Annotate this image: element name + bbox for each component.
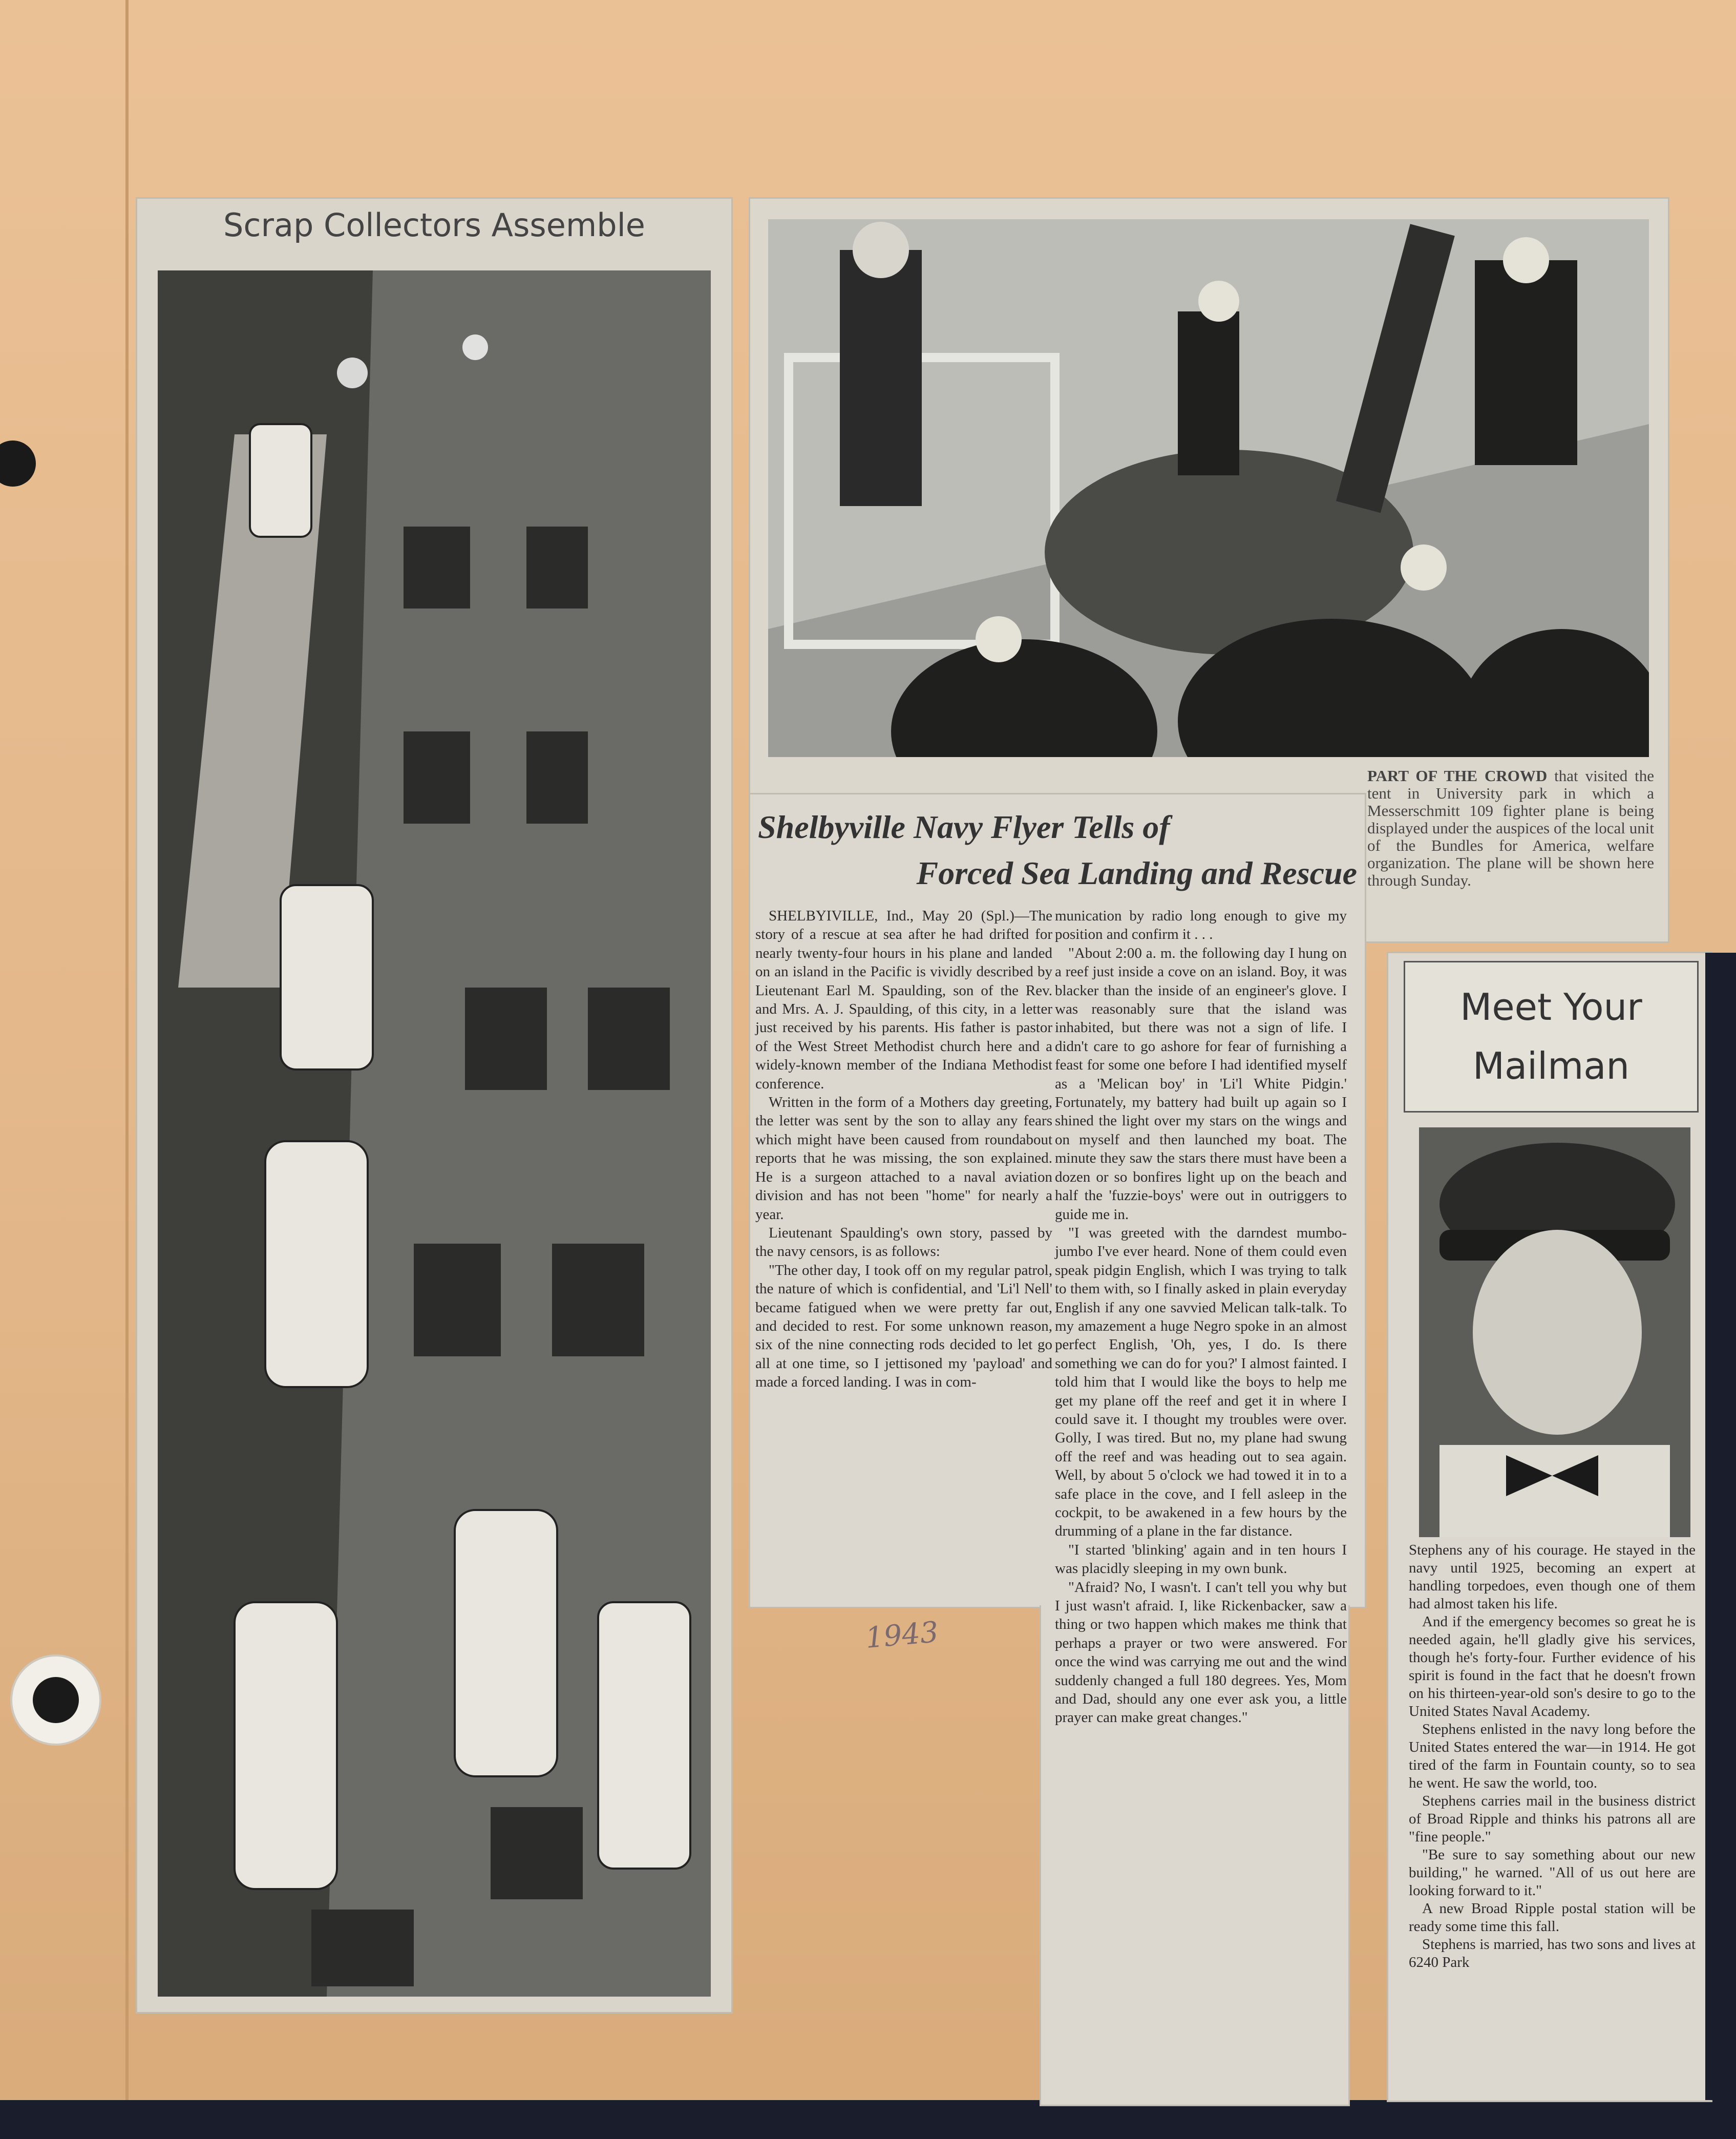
article-paragraph: "About 2:00 a. m. the following day I hung on a reef just inside a cove on an island. Boy, it was blacker than the inside of an engineer's glove. I was reasonably sure that the island was inhabited, but there was not a sign of life. I didn't care to go ashore for fear of furnishing a feast for some one before I had identified myself as a 'Melican boy' in 'Li'l White Pidgin.' Fortunately, my battery had built up again so I shined the light over my stars on the wings and on myself and then launched my boat. The minute they saw the stars there must have been a dozen or so bonfires light up on the beach and half the 'fuzzie-boys' were out in outriggers to guide me in. [1055,945,1347,1223]
article-paragraph: Written in the form of a Mothers day greeting, the letter was sent by the son to allay any fears which might have been caused from roundabout reports that he was missing, the son explained. He is a surgeon attached to a naval aviation division and has not been "home" for nearly a year. [755,1094,1052,1223]
article-headline [758,804,1357,896]
caption-text: that visited the tent in University park in which a Messerschmitt 109 fighter plane is being displayed under the auspices of the local unit of the Bundles for America, welfare organization. The plane will be shown here through Sunday. [1367,767,1655,889]
mailman-clipping [1387,952,1712,2102]
headline-line-2: Mailman [1472,1044,1630,1087]
article-paragraph: Lieutenant Spaulding's own story, passed by the navy censors, is as follows: [755,1224,1052,1260]
article-column-1 [755,907,1052,1392]
scrap-collectors-clipping [136,197,733,2014]
trucks-photo [158,270,711,1997]
binder-hole [0,441,36,487]
article-paragraph: Stephens is married, has two sons and lives at 6240 Park [1409,1936,1696,1970]
headline-line-1: Shelbyville Navy Flyer Tells of [758,809,1170,845]
article-paragraph: Stephens carries mail in the business district of Broad Ripple and thinks his patrons all are "fine people." [1409,1793,1696,1845]
article-paragraph: "Be sure to say something about our new building," he warned. "All of us out here are looking forward to it." [1409,1847,1696,1899]
headline-line-2: Forced Sea Landing and Rescue [916,855,1357,891]
article-column-2 [1055,907,1347,1727]
article-paragraph: A new Broad Ripple postal station will be ready some time this fall. [1409,1900,1696,1935]
article-paragraph: SHELBYIVILLE, Ind., May 20 (Spl.)—The story of a rescue at sea after he had drifted for nearly twenty-four hours in his plane and landed on an island in the Pacific is vividly described by Lieutenant Earl M. Spaulding, son of the Rev. and Mrs. A. J. Spaulding, of this city, in a letter just received by his parents. His father is pastor of the West Street Methodist church here and a widely-known member of the Indiana Methodist conference. [755,908,1052,1092]
article-paragraph: "Afraid? No, I wasn't. I can't tell you why but I just wasn't afraid. I, like Rickenbacker, saw a thing or two happen which makes me think that perhaps a prayer or two were answered. For once the wind was carrying me out and the wind suddenly changed a full 180 degrees. Yes, Mom and Dad, should any one ever ask you, a little prayer can make great changes." [1055,1579,1347,1726]
article-paragraph: "I started 'blinking' again and in ten hours I was placidly sleeping in my own bunk. [1055,1541,1347,1577]
mailman-article-body [1409,1541,1696,1972]
article-paragraph: Stephens any of his courage. He stayed in the navy until 1925, becoming an expert at handling torpedoes, even though one of them had almost taken his life. [1409,1542,1696,1612]
crowd-photo [768,219,1649,757]
article-paragraph: And if the emergency becomes so great he is needed again, he'll gladly give his services, though he's forty-four. Further evidence of his spirit is found in the fact that he doesn't frown on his thirteen-year-old son's desire to go to the United States Naval Academy. [1409,1613,1696,1719]
article-paragraph: "The other day, I took off on my regular patrol, the nature of which is confidential, and 'Li'l Nell' became fatigued when we were pretty far out, and decided to rest. For some unknown reason, six of the nine connecting rods decided to let go all at one time, so I jettisoned my 'payload' and made a forced landing. I was in com- [755,1262,1052,1391]
headline-line-1: Meet Your [1460,985,1642,1029]
handwritten-year: 1943 [864,1615,940,1655]
torn-bottom-edge [0,2100,1736,2139]
mailman-headline-box [1404,961,1699,1113]
page-fold [125,0,129,2139]
caption-lead: PART OF THE CROWD [1367,767,1548,785]
article-paragraph: munication by radio long enough to give my position and confirm it . . . [1055,908,1347,943]
article-paragraph: "I was greeted with the darndest mumbo-jumbo I've ever heard. None of them could even speak pidgin English, which I was trying to talk to them with, so I finally asked in plain everyday English if any one savvied Melican talk-talk. To my amazement a huge Negro spoke in an almost perfect English, 'Oh, yes, I do. Is there something we can do for you?' I almost fainted. I told him that I would like the boys to help me get my plane off the reef and get it in where I could save it. I thought my troubles were over. Golly, I was tired. But no, my plane had swung off the reef and was heading out to sea again. Well, by about 5 o'clock we had towed it in to a safe place in the cove, and I fell asleep in the cockpit, to be awakened in a few hours by the drumming of a plane in the far distance. [1055,1224,1347,1540]
clipping-headline: Scrap Collectors Assemble [223,206,645,244]
torn-right-edge [1705,953,1736,2100]
article-paragraph: Stephens enlisted in the navy long before the United States entered the war—in 1914. He got tired of the farm in Fountain county, so to sea he went. He saw the world, too. [1409,1721,1696,1791]
mailman-portrait [1419,1127,1690,1537]
crowd-caption [1367,767,1654,889]
binder-ring [10,1654,101,1746]
